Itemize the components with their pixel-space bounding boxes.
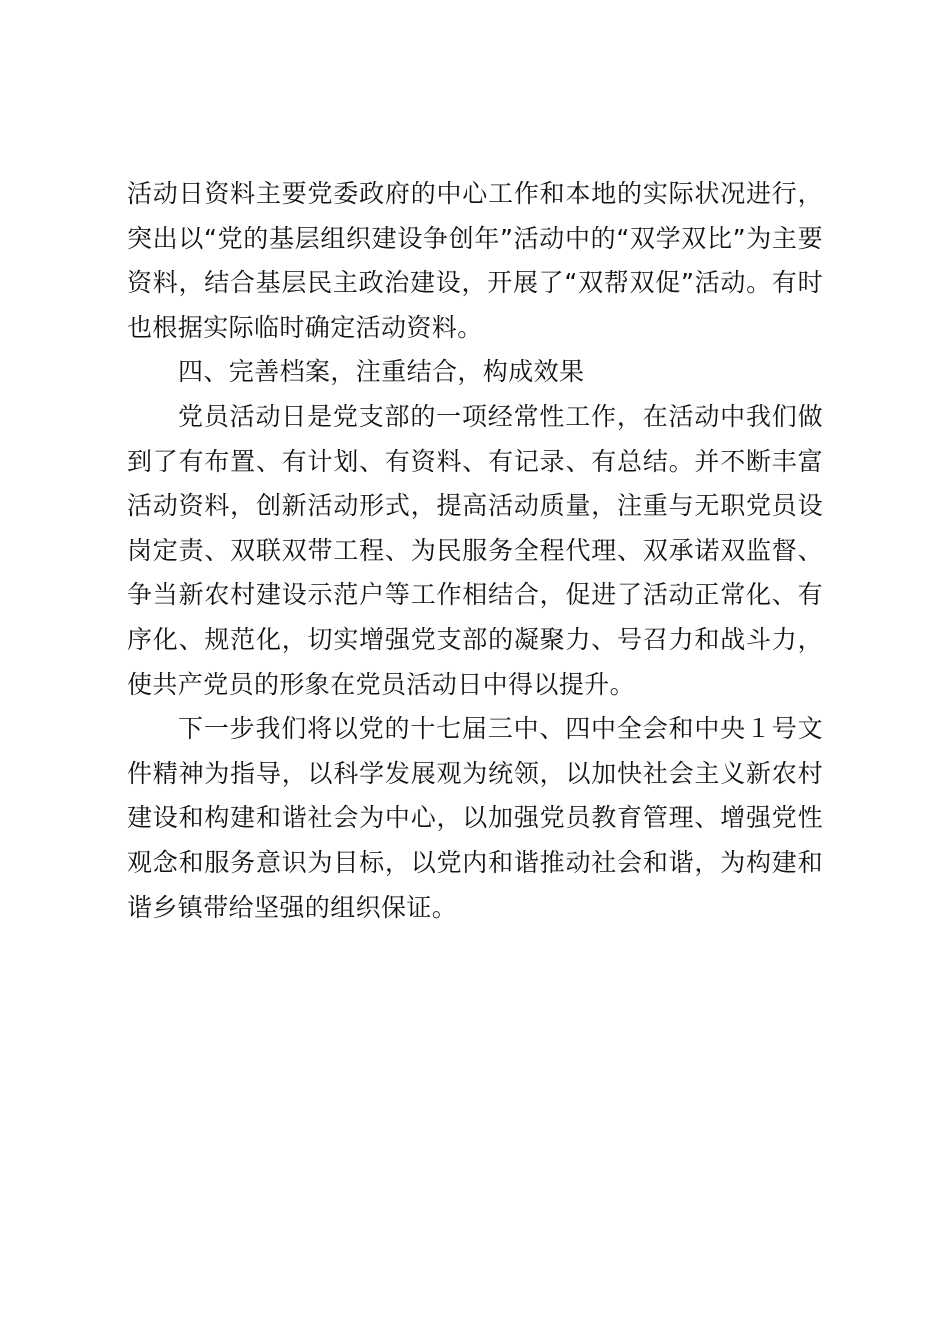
document-body bbox=[127, 172, 823, 930]
paragraph-archive-results: 党员活动日是党支部的一项经常性工作，在活动中我们做到了有布置、有计划、有资料、有记录、有总结。并不断丰富活动资料，创新活动形式，提高活动质量，注重与无职党员设岗定责、双联双带工程、为民服务全程代理、双承诺双监督、争当新农村建设示范户等工作相结合，促进了活动正常化、有序化、规范化，切实增强党支部的凝聚力、号召力和战斗力，使共产党员的形象在党员活动日中得以提升。 bbox=[127, 401, 823, 699]
section-heading-four: 四、完善档案，注重结合，构成效果 bbox=[178, 357, 585, 387]
paragraph-next-steps: 下一步我们将以党的十七届三中、四中全会和中央１号文件精神为指导，以科学发展观为统领，以加快社会主义新农村建设和构建和谐社会为中心，以加强党员教育管理、增强党性观念和服务意识为目标，以党内和谐推动社会和谐，为构建和谐乡镇带给坚强的组织保证。 bbox=[127, 714, 823, 922]
paragraph-activity-content: 活动日资料主要党委政府的中心工作和本地的实际状况进行，突出以“党的基层组织建设争创年”活动中的“双学双比”为主要资料，结合基层民主政治建设，开展了“双帮双促”活动。有时也根据实际临时确定活动资料。 bbox=[127, 179, 823, 342]
